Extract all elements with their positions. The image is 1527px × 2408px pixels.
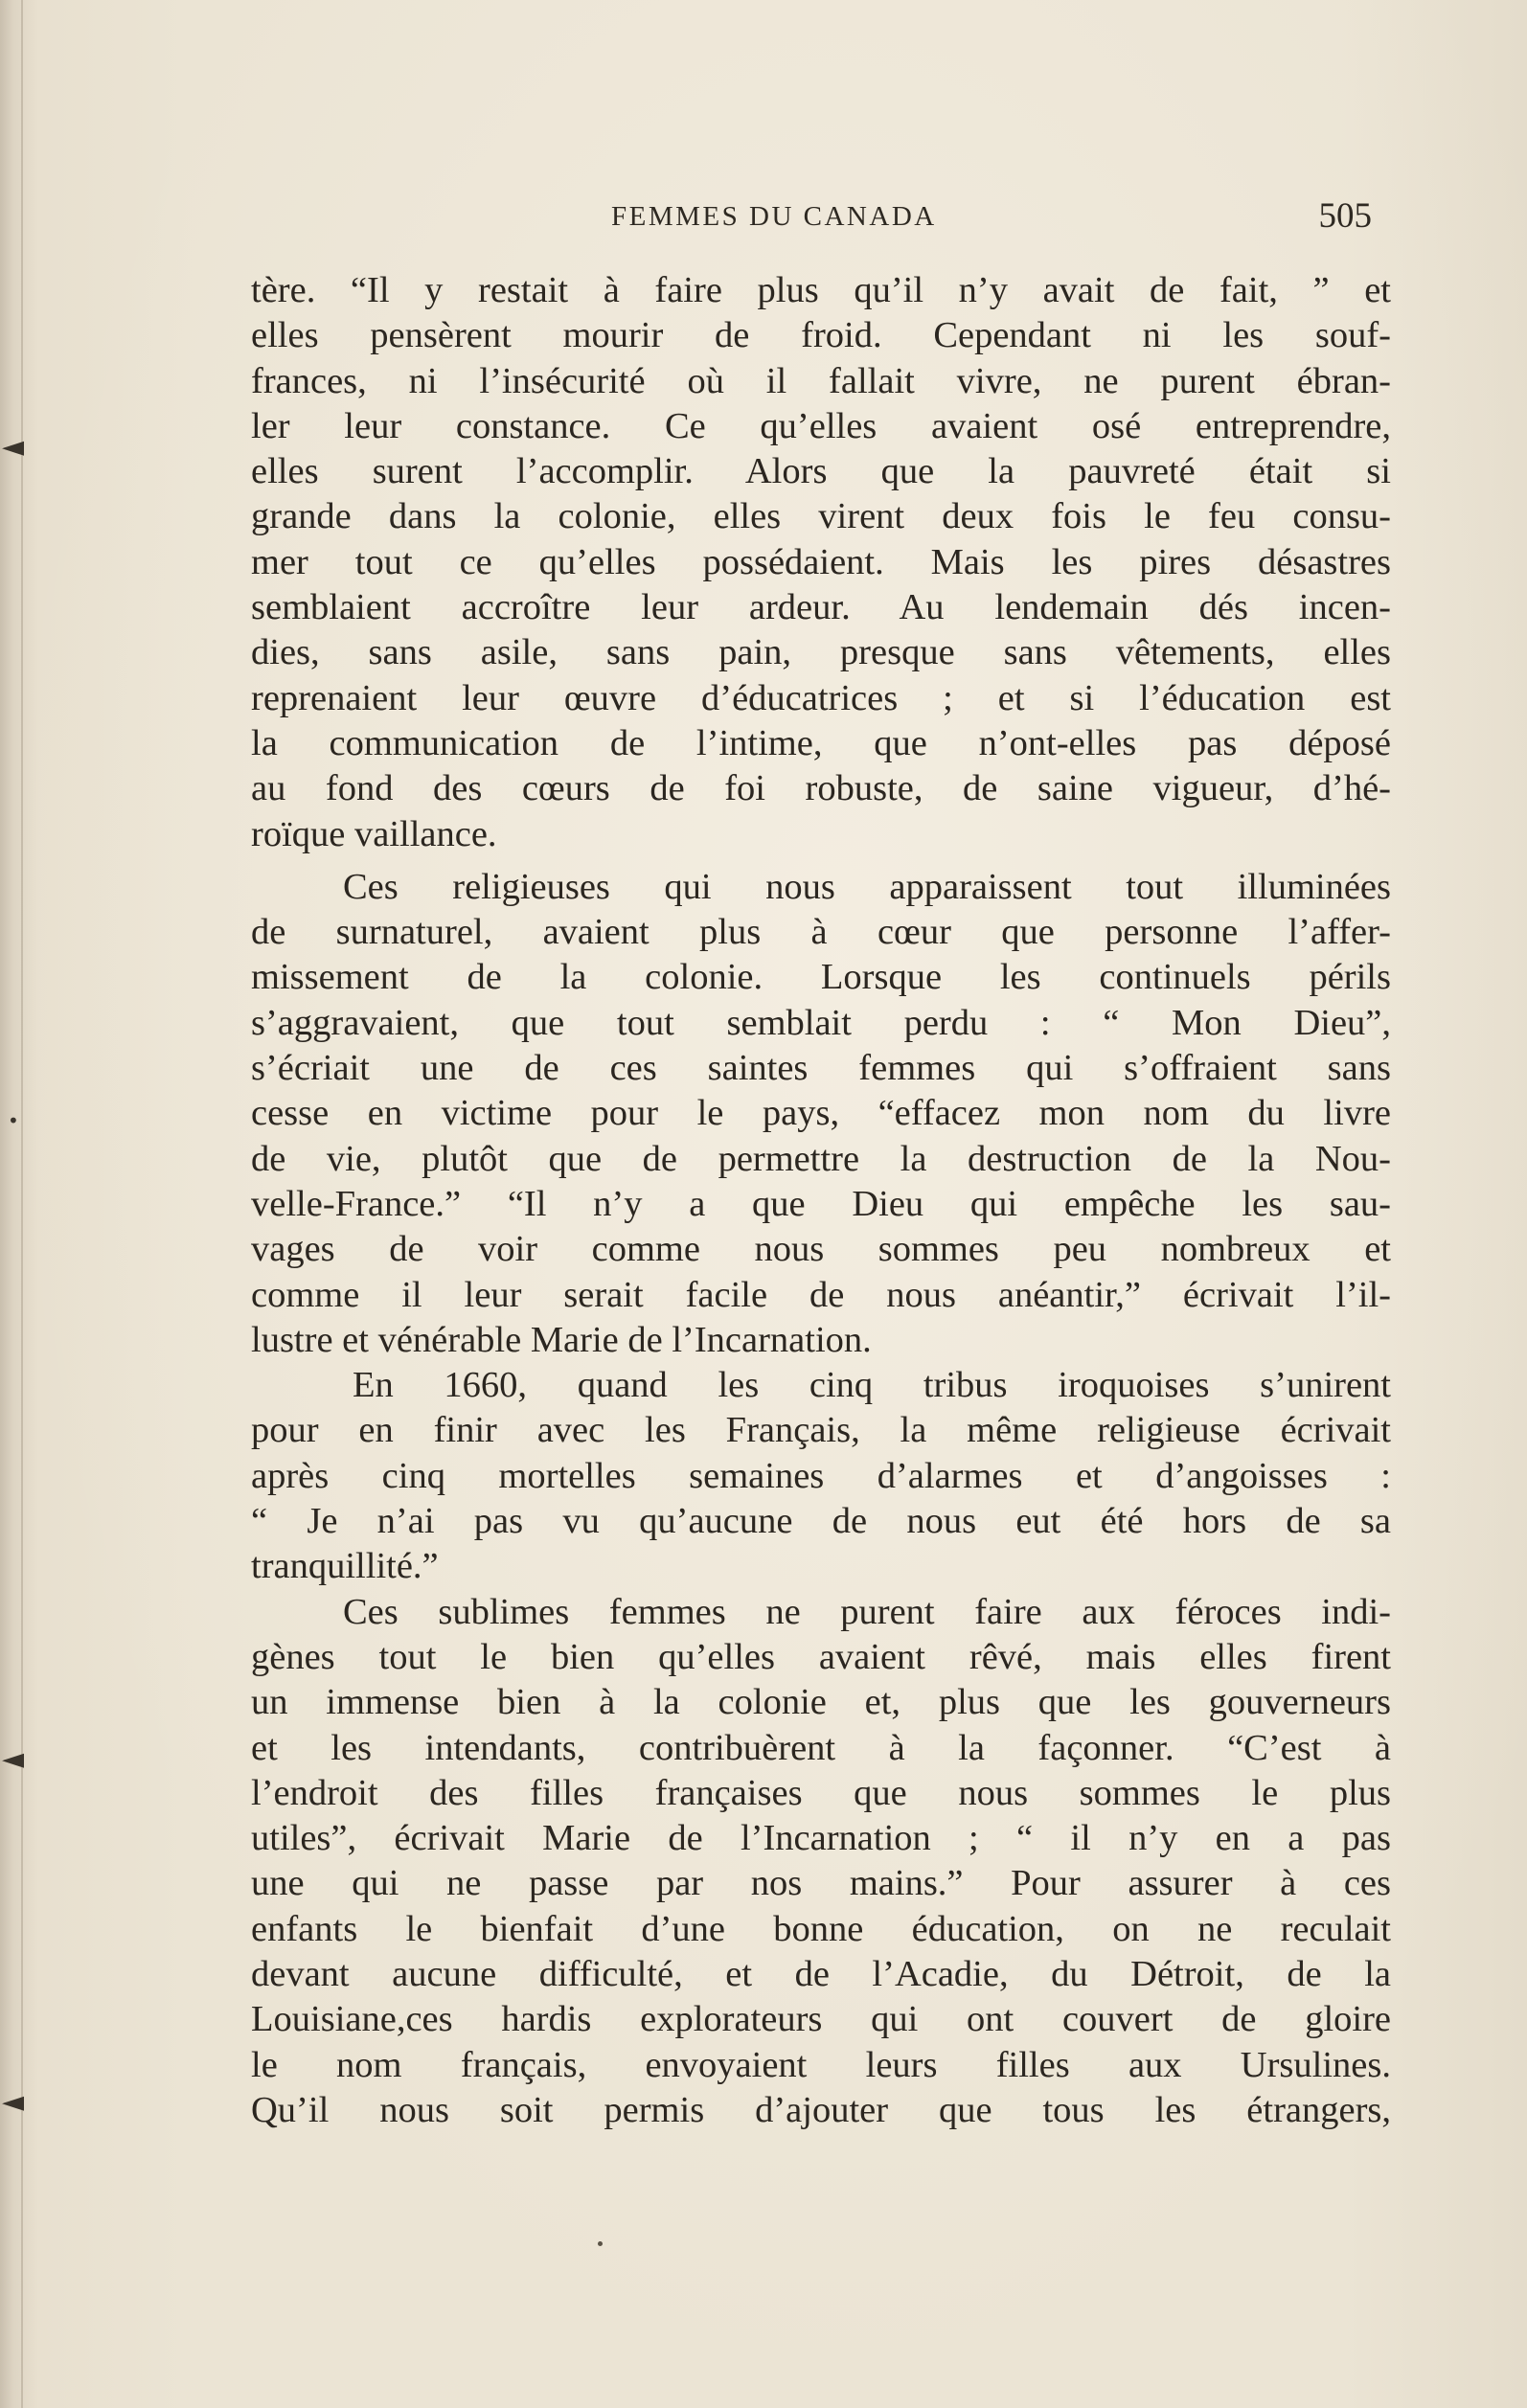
text-line: de vie, plutôt que de permettre la destruction de la Nou- bbox=[251, 1138, 1391, 1179]
text-line: un immense bien à la colonie et, plus que les gouverneurs bbox=[251, 1682, 1391, 1723]
text-line: semblaient accroître leur ardeur. Au lendemain dés incen- bbox=[251, 587, 1391, 628]
text-line: s’écriait une de ces saintes femmes qui s’offraient sans bbox=[251, 1048, 1391, 1089]
margin-arrow-mark: ◄ bbox=[2, 1742, 25, 1776]
text-line: dies, sans asile, sans pain, presque sans vêtements, elles bbox=[251, 632, 1391, 673]
text-line: ler leur constance. Ce qu’elles avaient osé entreprendre, bbox=[251, 405, 1391, 446]
text-line: “ Je n’ai pas vu qu’aucune de nous eut été hors de sa bbox=[251, 1501, 1391, 1542]
body-text bbox=[251, 268, 1391, 2133]
text-line: elles pensèrent mourir de froid. Cependant ni les souf- bbox=[251, 315, 1391, 356]
text-line: velle-France.” “Il n’y a que Dieu qui empêche les sau- bbox=[251, 1183, 1391, 1224]
text-line: mer tout ce qu’elles possédaient. Mais les pires désastres bbox=[251, 541, 1391, 582]
text-line: utiles”, écrivait Marie de l’Incarnation ; “ il n’y en a pas bbox=[251, 1818, 1391, 1859]
text-line: le nom français, envoyaient leurs filles aux Ursulines. bbox=[251, 2044, 1391, 2085]
margin-arrow-mark: ◄ bbox=[2, 2085, 25, 2119]
text-line: et les intendants, contribuèrent à la façonner. “C’est à bbox=[251, 1727, 1391, 1768]
text-line: reprenaient leur œuvre d’éducatrices ; et si l’éducation est bbox=[251, 677, 1391, 718]
text-line: au fond des cœurs de foi robuste, de saine vigueur, d’hé- bbox=[251, 768, 1391, 809]
page-number: 505 bbox=[1318, 196, 1372, 236]
text-line: cesse en victime pour le pays, “effacez mon nom du livre bbox=[251, 1093, 1391, 1134]
text-line: Ces sublimes femmes ne purent faire aux féroces indi- bbox=[343, 1591, 1391, 1632]
paragraph-1 bbox=[251, 268, 1391, 857]
text-line: gènes tout le bien qu’elles avaient rêvé, mais elles firent bbox=[251, 1636, 1391, 1677]
text-line: missement de la colonie. Lorsque les continuels périls bbox=[251, 957, 1391, 998]
paragraph-4 bbox=[251, 1590, 1391, 2134]
text-line: tère. “Il y restait à faire plus qu’il n’y avait de fait, ” et bbox=[251, 270, 1391, 310]
text-line: pour en finir avec les Français, la même religieuse écrivait bbox=[251, 1410, 1391, 1451]
text-line: devant aucune difficulté, et de l’Acadie, du Détroit, de la bbox=[251, 1953, 1391, 1994]
text-line: roïque vaillance. bbox=[251, 813, 497, 854]
paragraph-spacer bbox=[251, 857, 1391, 865]
page-header bbox=[251, 195, 1372, 243]
text-line: vages de voir comme nous sommes peu nombreux et bbox=[251, 1229, 1391, 1270]
paragraph-3 bbox=[251, 1363, 1391, 1589]
text-line: la communication de l’intime, que n’ont-elles pas déposé bbox=[251, 722, 1391, 763]
text-line: enfants le bienfait d’une bonne éducation, on ne reculait bbox=[251, 1908, 1391, 1949]
text-line: l’endroit des filles françaises que nous sommes le plus bbox=[251, 1772, 1391, 1813]
text-line: comme il leur serait facile de nous anéantir,” écrivait l’il- bbox=[251, 1274, 1391, 1315]
margin-dot-mark: • bbox=[8, 1109, 19, 1132]
text-line: Ces religieuses qui nous apparaissent tout illuminées bbox=[343, 866, 1391, 907]
text-line: Louisiane,ces hardis explorateurs qui ont couvert de gloire bbox=[251, 1999, 1391, 2040]
text-line: Qu’il nous soit permis d’ajouter que tous les étrangers, bbox=[251, 2089, 1391, 2130]
paragraph-2 bbox=[251, 865, 1391, 1363]
text-line: frances, ni l’insécurité où il fallait vivre, ne purent ébran- bbox=[251, 360, 1391, 401]
text-line: s’aggravaient, que tout semblait perdu : “ Mon Dieu”, bbox=[251, 1002, 1391, 1043]
text-line: lustre et vénérable Marie de l’Incarnation. bbox=[251, 1319, 872, 1360]
text-line: de surnaturel, avaient plus à cœur que personne l’affer- bbox=[251, 912, 1391, 953]
running-head: FEMMES DU CANADA bbox=[611, 201, 937, 232]
binding-gutter bbox=[21, 0, 23, 2408]
text-line: tranquillité.” bbox=[251, 1546, 439, 1587]
text-line: En 1660, quand les cinq tribus iroquoises s’unirent bbox=[353, 1365, 1391, 1406]
text-line: grande dans la colonie, elles virent deux fois le feu consu- bbox=[251, 496, 1391, 537]
text-line: après cinq mortelles semaines d’alarmes et d’angoisses : bbox=[251, 1455, 1391, 1496]
margin-arrow-mark: ◄ bbox=[2, 430, 25, 464]
text-line: elles surent l’accomplir. Alors que la pauvreté était si bbox=[251, 451, 1391, 492]
ink-speck bbox=[598, 2241, 603, 2246]
text-line: une qui ne passe par nos mains.” Pour assurer à ces bbox=[251, 1863, 1391, 1904]
